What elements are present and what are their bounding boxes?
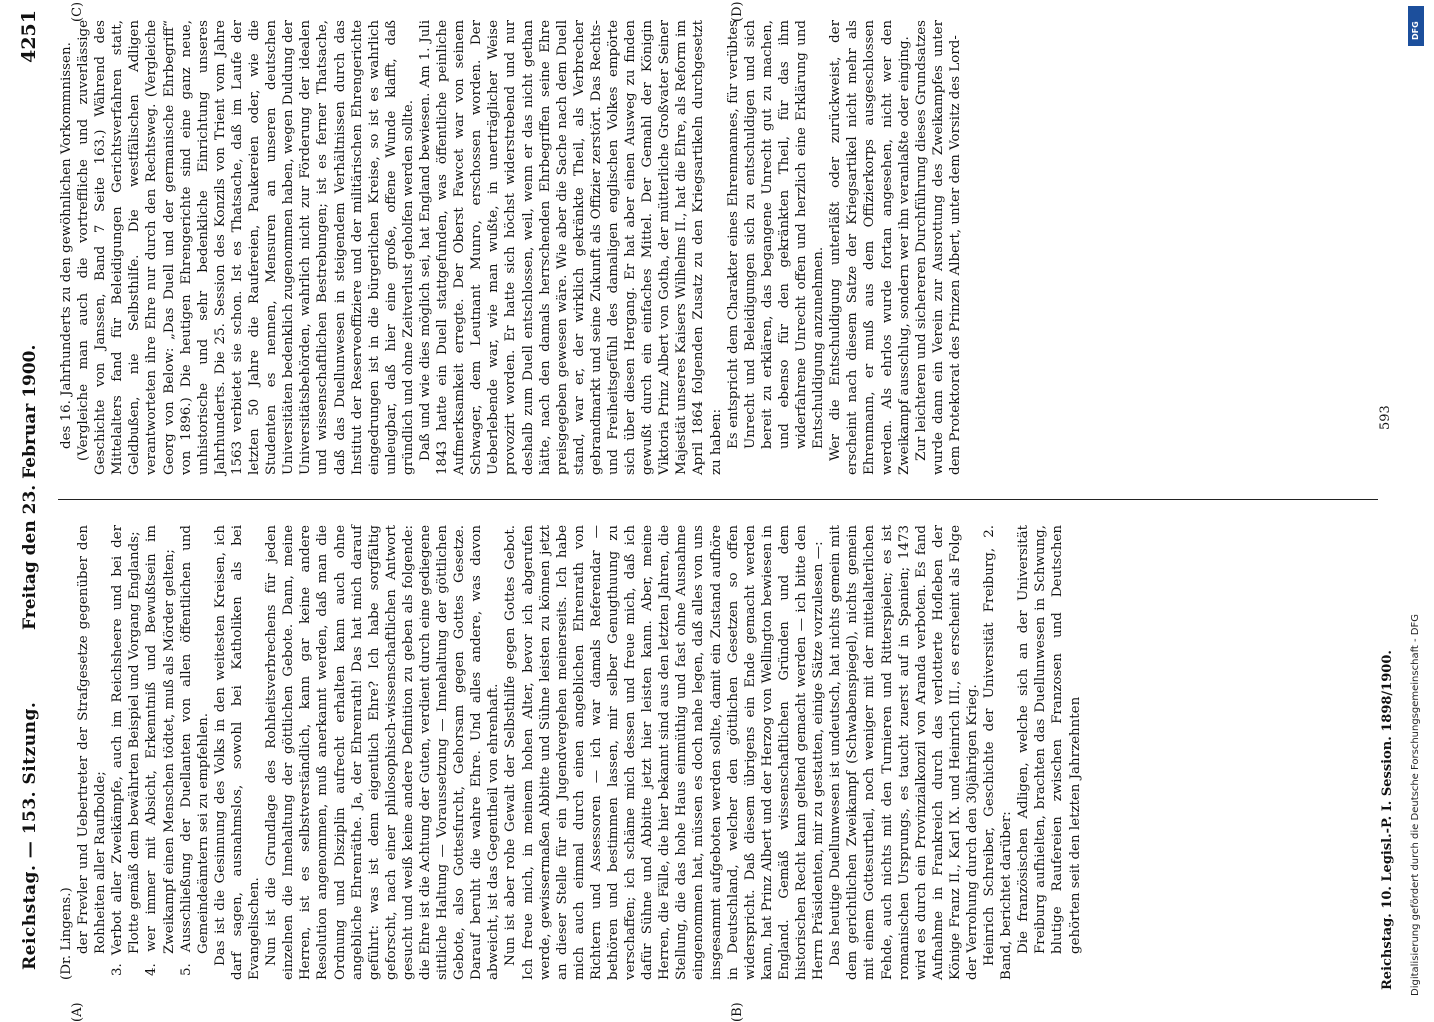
paragraph: der Frevler und Uebertreter der Strafgesetze gegenüber den Rohheiten aller Raufbolde; (76, 525, 109, 954)
dfg-logo (1408, 6, 1424, 46)
dfg-logo-text: DFG (1411, 21, 1420, 40)
right-column (58, 20, 964, 475)
page-number: 4251 (18, 10, 40, 63)
column-divider (58, 499, 1378, 500)
margin-marker-b: (B) (730, 1002, 745, 1022)
header-left: Reichstag. — 153. Sitzung. (20, 701, 40, 970)
page-header (10, 10, 50, 990)
list-item: 5. Ausschließung der Duellanten von allen öffentlichen und Gemeindeämtern sei zu empfehlen. (178, 525, 211, 976)
margin-marker-a: (A) (70, 1002, 85, 1022)
paragraph: Heinrich Schreiber, Geschichte der Universität Freiburg, 2. Band, berichtet darüber: (982, 525, 1015, 980)
left-column (58, 525, 1084, 980)
margin-marker-d: (D) (730, 1, 745, 22)
quote-paragraph: Die französischen Adligen, welche sich an der Universität Freiburg aufhielten, brachten das Duellunwesen in Schwung, blutige Raufereien zwischen Franzosen und Deutschen gehörten seit den letzten Jahrzehnten (1016, 525, 1083, 954)
paragraph: (Vergleiche man auch die vortreffliche und zuverlässige Geschichte von Janssen, Band 7 Seite 163.) Während des Mittelalters fand für Beleidigungen Gerichtsverfahren statt, Geldbußen, nie Selbsthilfe. Die westfälischen Adligen verantworteten ihre Ehre nur durch den Rechtsweg. (Vergleiche Georg von Below: „Das Duell und der germanische Ehrbegriff“ von 1896.) Die heutigen Ehrengerichte sind eine ganz neue, unhistorische und sehr bedenkliche Einrichtung unseres Jahrhunderts. Die 25. Session des Konzils von Trient vom Jahre 1563 verbietet sie schon. Ist es Thatsache, daß im Laufe der letzten 50 Jahre die Raufereien, Paukereien oder, wie die Studenten es nennen, Mensuren an unseren deutschen Universitäten bedenklich zugenommen haben, wegen Duldung der Universitätsbehörden, wahrlich nicht zur Förderung der idealen und wissenschaftlichen Bestrebungen; ist es ferner Thatsache, daß das Duellunwesen in steigendem Verhältnissen durch das Institut der Reserveoffiziere und der militärischen Ehrengerichte eingedrungen ist in die bürgerlichen Kreise, so ist es wahrlich unleugbar, daß hier eine große, offene Wunde klafft, daß gründlich und ohne Zeitverlust geholfen werden sollte. (76, 20, 416, 475)
paragraph: Das ist die Gesinnung des Volks in den weitesten Kreisen, ich darf sagen, ausnahmslos, sowohl bei Katholiken als bei Evangelischen. (212, 525, 263, 980)
margin-marker-c: (C) (70, 1, 85, 22)
speaker-label: (Dr. Lingens.) (59, 887, 74, 980)
dfg-notice: Digitalisierung gefördert durch die Deutsche Forschungsgemeinschaft - DFG (1410, 613, 1421, 996)
paragraph: Daß und wie dies möglich sei, hat England bewiesen. Am 1. Juli 1843 hatte ein Duell stattgefunden, was öffentliche peinliche Aufmerksamkeit erregte. Der Oberst Fawcet war von seinem Schwager, dem Leutnant Munro, erschossen worden. Der Ueberlebende war, wie man wußte, in unerträglicher Weise provozirt worden. Er hatte sich höchst widerstrebend und nur deshalb zum Duell entschlossen, weil, wenn er das nicht gethan hätte, nach den damals herrschenden Ehrbegriffen seine Ehre preisgegeben gewesen wäre. Wie aber die Sache nach dem Duell stand, war er, der wirklich gekränkte Theil, als Verbrecher gebrandmarkt und seine Zukunft als Offizier zerstört. Das Rechts- und Freiheitsgefühl des damaligen englischen Volkes empörte sich über diesen Hergang. Er hat aber einen Ausweg zu finden gewußt durch ein einfaches Mittel. Der Gemahl der Königin Viktoria Prinz Albert von Gotha, der mütterliche Großvater Seiner Majestät unseres Kaisers Wilhelms II., hat die Ehre, als Reform im April 1864 folgenden Zusatz zu den Kriegsartikeln durchgesetzt zu haben: (417, 20, 724, 475)
paragraph: Wer die Entschuldigung unterläßt oder zurückweist, der erscheint nach diesem Satze der Kriegsartikel nicht mehr als Ehrenmann, er muß aus dem Offizierkorps ausgeschlossen werden. Als ehrlos wurde fortan angesehen, nicht wer den Zweikampf ausschlug, sondern wer ihn veranlaßte oder einging. (828, 20, 912, 475)
list-item: 3. Verbot aller Zweikämpfe, auch im Reichsheere und bei der Flotte gemäß dem bewährten Beispiel und Vorgang Englands; (110, 525, 143, 976)
footer-page-number: 593 (1378, 405, 1393, 430)
header-date: Freitag den 23. Februar 1900. (20, 344, 40, 630)
quote-paragraph: Es entspricht dem Charakter eines Ehrenmannes, für verübtes Unrecht und Beleidigungen sich zu entschuldigen und sich bereit zu erklären, das begangene Unrecht gut zu machen, und ebenso für den gekränkten Theil, für das ihm widerfahrene Unrecht offen und herzlich eine Erklärung und Entschuldigung anzunehmen. (725, 20, 827, 449)
footer-left: Reichstag. 10. Legisl.-P. I. Session. 1898/1900. (1380, 650, 1395, 990)
paragraph: Nun ist die Grundlage des Rohheitsverbrechens für jeden einzelnen die Innehaltung der göttlichen Gebote. Dann, meine Herren, ist es selbstverständlich, kann gar keine andere Resolution angenommen, muß anerkannt werden, daß man die Ordnung und Disziplin aufrecht erhalten kann auch ohne angebliche Ehrenräthe. Ja, der Ehrenrath! Das hat mich darauf geführt: was ist denn eigentlich Ehre? Ich habe sorgfältig geforscht, nach einer philosophisch-wissenschaftlichen Antwort gesucht und weiß keine andere Definition zu geben als folgende: die Ehre ist die Achtung der Guten, verdient durch eine gediegene sittliche Haltung — Voraussetzung — Innehaltung der göttlichen Gebote, also Gottesfurcht, Gehorsam gegen Gottes Gesetze. Darauf beruht die wahre Ehre. Und alles andere, was davon abweicht, ist das Gegentheil von ehrenhaft. (264, 525, 502, 980)
rotated-page-content (10, 1, 1405, 1022)
paragraph: des 16. Jahrhunderts zu den gewöhnlichen Vorkommnissen. (59, 42, 74, 449)
list-item: 4. wer immer mit Absicht, Erkenntniß und Bewußtsein im Zweikampf einen Menschen tödtet, muß als Mörder gelten; (144, 525, 177, 976)
paragraph: Das heutige Duellunwesen ist undeutsch, hat nichts gemein mit dem gerichtlichen Zweikampf (Schwabenspiegel), nichts gemein mit einem Gottesurtheil, noch weniger mit der mittelalterlichen Fehde, auch nichts mit den Turnieren und Ritterspielen; es ist romanischen Ursprungs, es taucht zuerst auf in Spanien; 1473 wird es durch ein Provinzialkonzil von Aranda verboten. Es fand Aufnahme in Frankreich durch das verlotterte Hofleben der Könige Franz II., Karl IX. und Heinrich III., es erscheint als Folge der Verrohung durch den 30jährigen Krieg. (828, 525, 980, 980)
dfg-sidebar (1408, 0, 1430, 1000)
paragraph: Nun ist aber rohe Gewalt der Selbsthilfe gegen Gottes Gebot. Ich freue mich, in meinem hohen Alter, bevor ich abgerufen werde, gewissermaßen Abbitte und Sühne leisten zu können jetzt an dieser Stelle für ein Jugendvergehen meinerseits. Ich habe mich auch einmal durch einen angeblichen Ehrenrath von Richtern und Assessoren — ich war damals Referendar — bethören und bestimmen lassen, mir selber Genugthuung zu verschaffen; ich schäme mich dessen und freue mich, daß ich dafür Sühne und Abbitte jetzt hier leisten kann. Aber, meine Herren, die Fälle, die hier bekannt sind aus den letzten Jahren, die Stellung, die das hohe Haus einmüthig und fast ohne Ausnahme eingenommen hat, müssen es doch nahe legen, daß alles von uns insgesammt aufgeboten werden sollte, damit ein Zustand aufhöre in Deutschland, welcher den göttlichen Gesetzen so offen widerspricht. Daß diesem übrigens ein Ende gemacht werden kann, hat Prinz Albert und der Herzog von Wellington bewiesen in England. Gemäß wissenschaftlichen Gründen und dem historischen Recht kann geltend gemacht werden — ich bitte den Herrn Präsidenten, mir zu gestatten, einige Sätze vorzulesen —: (503, 525, 827, 980)
paragraph: Zur leichteren und sichereren Durchführung dieses Grundsatzes wurde dann ein Verein zur Ausrottung des Zweikampfes unter dem Protektorat des Prinzen Albert, unter dem Vorsitz des Lord- (913, 20, 963, 475)
